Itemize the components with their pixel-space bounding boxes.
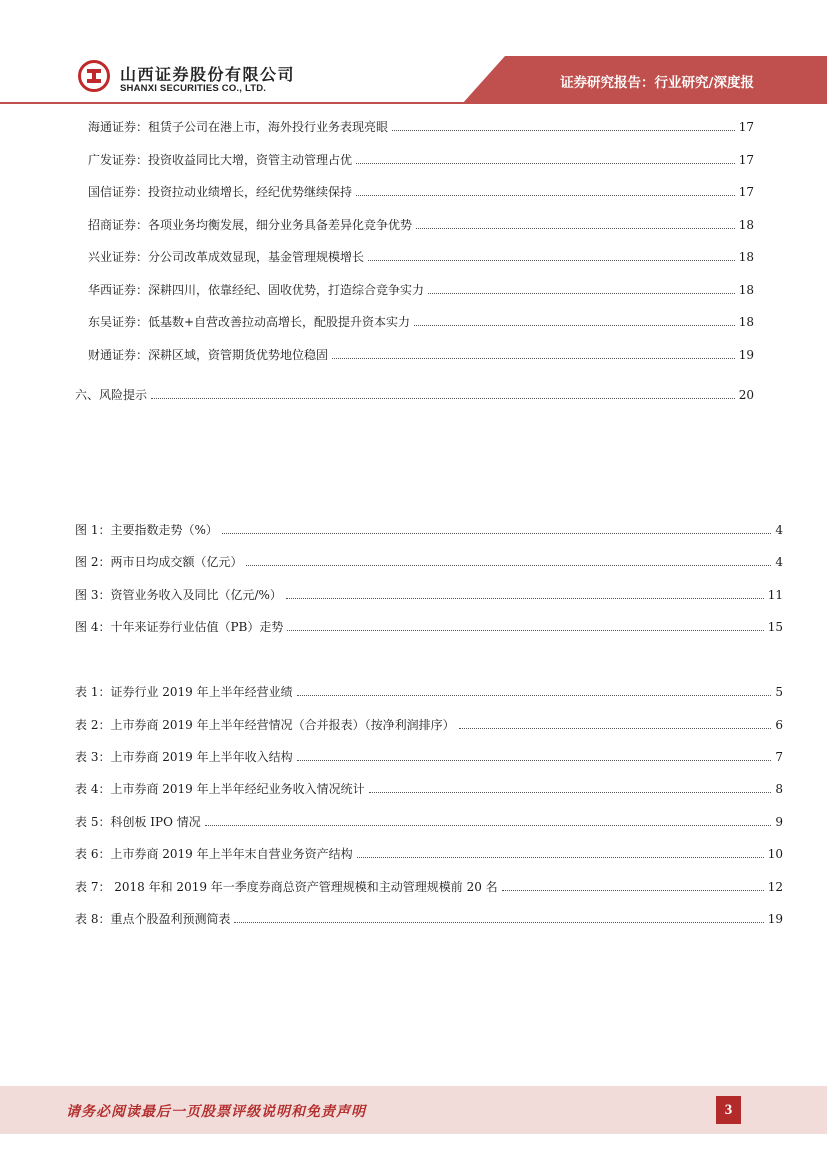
toc-entry-page: 19 [738, 348, 754, 362]
table-entry-label: 表 5：科创板 IPO 情况 [75, 815, 201, 829]
table-list-entry[interactable] [75, 909, 783, 927]
page-header [0, 0, 827, 104]
figure-entry-page: 4 [775, 523, 783, 537]
figure-list-entry[interactable] [75, 520, 783, 538]
toc-leader-dots [332, 357, 735, 359]
table-entry-page: 19 [767, 912, 783, 926]
toc-leader-dots [459, 727, 772, 729]
table-entry-page: 5 [775, 685, 783, 699]
toc-leader-dots [414, 324, 735, 326]
toc-leader-dots [369, 791, 772, 793]
toc-entry-page: 17 [738, 153, 754, 167]
toc-entry-page: 18 [738, 218, 754, 232]
figure-entry-label: 图 3：资管业务收入及同比（亿元/%） [75, 588, 282, 602]
toc-leader-dots [356, 162, 735, 164]
toc-entry-label: 财通证券：深耕区域，资管期货优势地位稳固 [88, 348, 329, 362]
toc-entry[interactable] [88, 280, 754, 298]
table-entry-label: 表 4：上市券商 2019 年上半年经纪业务收入情况统计 [75, 782, 365, 796]
table-entry-label: 表 1：证券行业 2019 年上半年经营业绩 [75, 685, 293, 699]
footer-disclaimer: 请务必阅读最后一页股票评级说明和免责声明 [66, 1104, 366, 1120]
toc-leader-dots [357, 856, 764, 858]
toc-leader-dots [151, 397, 735, 399]
table-list-entry[interactable] [75, 715, 783, 733]
toc-entry-page: 17 [738, 120, 754, 134]
report-type-label: 证券研究报告：行业研究/深度报 [560, 75, 754, 91]
company-logo-icon [78, 60, 110, 92]
table-list-entry[interactable] [75, 877, 783, 895]
toc-entry-label: 兴业证券：分公司改革成效显现，基金管理规模增长 [88, 250, 365, 264]
table-entry-page: 6 [775, 718, 783, 732]
toc-leader-dots [222, 532, 772, 534]
toc-entry[interactable] [88, 312, 754, 330]
toc-leader-dots [286, 597, 764, 599]
toc-entry[interactable] [88, 215, 754, 233]
toc-entry-label: 六、风险提示 [75, 388, 148, 402]
table-list-entry[interactable] [75, 844, 783, 862]
toc-entry-label: 华西证券：深耕四川，依靠经纪、固收优势，打造综合竞争实力 [88, 283, 425, 297]
company-name-en: SHANXI SECURITIES CO., LTD. [120, 83, 267, 94]
toc-leader-dots [205, 824, 772, 826]
page-number: 3 [716, 1096, 741, 1124]
figure-entry-page: 4 [775, 555, 783, 569]
table-entry-page: 8 [775, 782, 783, 796]
toc-entry-page: 20 [738, 388, 754, 402]
table-entry-label: 表 2：上市券商 2019 年上半年经营情况（合并报表）（按净利润排序） [75, 718, 455, 732]
toc-entry[interactable] [88, 247, 754, 265]
table-entry-page: 7 [775, 750, 783, 764]
toc-entry-page: 18 [738, 250, 754, 264]
figure-list-entry[interactable] [75, 585, 783, 603]
figure-entry-label: 图 4：十年来证券行业估值（PB）走势 [75, 620, 284, 634]
figure-list-entry[interactable] [75, 617, 783, 635]
toc-leader-dots [502, 889, 764, 891]
figure-list-entry[interactable] [75, 552, 783, 570]
company-name-cn: 山西证券股份有限公司 [120, 65, 296, 84]
toc-entry[interactable] [88, 117, 754, 135]
toc-entry-page: 18 [738, 283, 754, 297]
toc-leader-dots [392, 129, 735, 131]
figure-entry-label: 图 1：主要指数走势（%） [75, 523, 218, 537]
toc-entry-label: 国信证券：投资拉动业绩增长，经纪优势继续保持 [88, 185, 353, 199]
toc-entry-page: 18 [738, 315, 754, 329]
table-entry-label: 表 7： 2018 年和 2019 年一季度券商总资产管理规模和主动管理规模前 20 名 [75, 880, 498, 894]
table-list-entry[interactable] [75, 747, 783, 765]
table-entry-page: 10 [767, 847, 783, 861]
table-entry-page: 12 [767, 880, 783, 894]
toc-leader-dots [297, 694, 772, 696]
toc-entry-label: 东吴证券：低基数+自营改善拉动高增长，配股提升资本实力 [88, 315, 411, 329]
toc-leader-dots [287, 629, 763, 631]
toc-leader-dots [428, 292, 735, 294]
toc-entry[interactable] [88, 182, 754, 200]
toc-entry[interactable] [88, 345, 754, 363]
toc-leader-dots [368, 259, 735, 261]
toc-leader-dots [246, 564, 771, 566]
toc-entry-label: 招商证券：各项业务均衡发展，细分业务具备差异化竞争优势 [88, 218, 413, 232]
toc-entry[interactable] [88, 150, 754, 168]
toc-entry-page: 17 [738, 185, 754, 199]
table-entry-label: 表 6：上市券商 2019 年上半年末自营业务资产结构 [75, 847, 353, 861]
toc-leader-dots [234, 921, 763, 923]
toc-section-entry[interactable] [75, 385, 754, 403]
table-list-entry[interactable] [75, 812, 783, 830]
toc-leader-dots [416, 227, 735, 229]
toc-leader-dots [297, 759, 772, 761]
figure-entry-label: 图 2：两市日均成交额（亿元） [75, 555, 243, 569]
table-entry-page: 9 [775, 815, 783, 829]
figure-entry-page: 11 [767, 588, 783, 602]
table-entry-label: 表 3：上市券商 2019 年上半年收入结构 [75, 750, 293, 764]
table-list-entry[interactable] [75, 779, 783, 797]
toc-leader-dots [356, 194, 735, 196]
table-entry-label: 表 8：重点个股盈利预测简表 [75, 912, 231, 926]
toc-entry-label: 广发证券：投资收益同比大增，资管主动管理占优 [88, 153, 353, 167]
figure-entry-page: 15 [767, 620, 783, 634]
table-list-entry[interactable] [75, 682, 783, 700]
toc-entry-label: 海通证券：租赁子公司在港上市，海外投行业务表现亮眼 [88, 120, 389, 134]
